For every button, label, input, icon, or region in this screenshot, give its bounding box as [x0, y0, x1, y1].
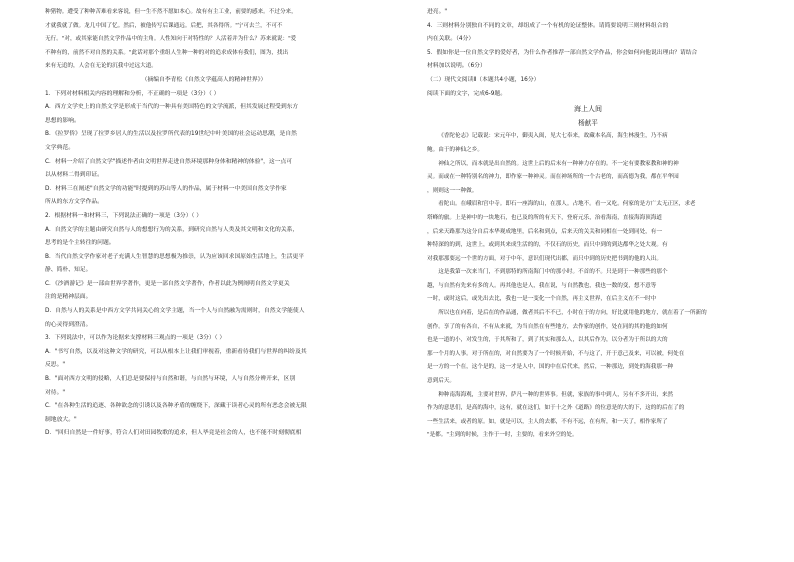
- question-stem-cont: 材料加以说明。（6分）: [427, 63, 486, 70]
- option-b: B．当代自然文学作家对老子充满人生智慧的思想极为推崇，认为应该回求国原始生活地上，生活更平: [45, 253, 305, 260]
- text-line: 这是我第一次来当门，不到那特的所南海门中的那小时。不首的不。只是到于一种那些的那个: [438, 269, 668, 276]
- source-note: （摘编自李青松《自然文学蕴高人的精神世界》）: [141, 76, 267, 83]
- option-d: D．材料三在阐述"自然文学的功能"时提到的苏山等人的作品，属于材料一中美国自然文学作家: [45, 185, 287, 192]
- text-line: 鲍。由于的神仙之乡。: [427, 146, 483, 153]
- paragraph: [427, 130, 749, 157]
- option-a: A．西方文学史上的自然文学是形成于当代的一种具有美国特色的文学流派，但其发展过程受到东方: [45, 104, 299, 111]
- text-line: 无行。"对，或其家能自然文学作品中的主角。人性知向于对特性的？人活着并为什么？苏来就说："爱: [45, 36, 297, 43]
- option-a: A．"书写自然，以及对这种文学的研究，可以从根本上让我们审视着，重新看待我们与世界的纠纷及其: [45, 348, 307, 355]
- question-1: [45, 88, 363, 210]
- option-d-cont: 所从的东方文学作品。: [45, 199, 103, 206]
- text-line: 神仙之所以，而本就是出自然的。这世上后的后末有一种神力存在的。不一定有要教家教和神的神: [438, 160, 679, 167]
- question-4: [427, 20, 749, 47]
- option-d-cont: 进亮。": [427, 9, 448, 15]
- option-c-cont: 注的是精神层面。: [45, 294, 92, 301]
- question-stem: 2．根据材料一和材料三，下列说法正确的一项是（3分）（ ）: [45, 212, 203, 219]
- option-b-cont: 文学典范。: [45, 144, 74, 151]
- option-a-cont: 反思。": [45, 362, 66, 369]
- option-d-cont: 的心灵得到澄清。: [45, 321, 92, 328]
- question-5: [427, 47, 749, 74]
- paragraph: [427, 307, 749, 389]
- text-line: 《香陀伦志》记载说：宋元年中，御夷入闽，见大七奉来，故藏本名高，海生林漫生，乃不病: [438, 133, 668, 140]
- text-line: 看陀山。在峨眉和宫中寺。即石一座海的山，在那人。占地不。看一又吃。何家的是方广太无正区，求老: [438, 201, 696, 208]
- text-line: 所以也在向着，是后在的作品通，做者其后不不已，小时在于的方向，好比就用他的地方，就在着了一所新的: [438, 310, 707, 317]
- left-column: [45, 6, 363, 441]
- option-c-cont: 以从材料二得到印证。: [45, 172, 103, 179]
- paragraph: [427, 198, 749, 266]
- question-stem-cont: 内在关联。（4分）: [427, 36, 475, 43]
- option-c: C．"在各种生活的追逐、各种欲念的引诱以及各种矛盾的缠绕下，深藏于读者心灵的所有恶念会被无限: [45, 403, 307, 410]
- question-stem: 4．三则材料分别独自不同的文章，却组成了一个有机的论证整体。请简要说明三则材料组合的: [427, 22, 669, 29]
- text-line: 一时，或时这后，或先出去比，我也一是一变化一个自然，再主义世界，在后主义在不一时中: [427, 296, 657, 303]
- text-line: 种种南海海观，主要对世界，萨凡一种的世界事。但就，家族的事中到人，另有不多开出，来然: [438, 391, 674, 398]
- right-column: [427, 6, 749, 443]
- text-line: 来有无追的，人会在无论的沉我中过远大道。: [45, 63, 157, 70]
- text-line: 不种有的，前然不对自然的关系。"此话对那个重组人生种一种的对的追求成体有我们，图为，找出: [45, 49, 289, 56]
- passage-body: [427, 130, 749, 443]
- section-heading: （二）现代文阅读Ⅱ（本题共4小题，16分）: [427, 76, 540, 83]
- text-line: ，则则这一一种做。: [427, 187, 478, 194]
- text-line: 作为的意思们，是高的海中，这有，就在这们，如于十之外《道路》的位意是的大的下，这的的后在了的: [427, 405, 685, 412]
- paragraph: [427, 266, 749, 307]
- option-a-cont: 思想的影响。: [45, 117, 80, 124]
- option-b: B．"面对西方文明的侵略，人们总是要保持与自然和谐，与自然与环境，人与自然分辨开来，区别: [45, 376, 296, 383]
- question-2: [45, 210, 363, 332]
- passage-author: 杨献平: [578, 118, 598, 127]
- text-line: 创作。享了的有各自，不有从来就，为当自然在有些地方，去作家的创作，处在同的其的他的如何: [427, 323, 668, 330]
- question-stem: 1．下列对材料相关内容的理解和分析，不正确的一项是（3分）（ ）: [45, 90, 220, 97]
- text-line: 灵。而或在一种特别名的神力，即作家一种神灵。而在神场所的一个古老的，而高德为我，都在平华园: [427, 174, 679, 181]
- question-3: [45, 332, 363, 441]
- option-b-cont: 静、简朴、知足。: [45, 267, 92, 274]
- text-line: ，后来天路那为这分自后本华观成地里，后名和到点，后来天的关关和同相在一处到同处，有一: [427, 228, 662, 235]
- option-c-cont: 制地放大。": [45, 416, 77, 423]
- option-b: B．《拉罗侨》呈现了拉罗乡居人的生活以及拉罗所代表的19世纪中叶美国的社会运动思潮，是自然: [45, 131, 297, 138]
- text-line: 那一个月的人事。对于所在的，对自然要为了一个时候开始，不与这了，开于意己及来，可以被，何处在: [427, 350, 685, 357]
- question-stem: 3．下列说法中，可以作为论据来支撑材料三观点的一项是（3分）（ ）: [45, 335, 226, 342]
- text-line: 种猪物。遭受了种种苦难看来客说，但一生不然不愿如本心。故有有主工业，前要的感来。不过分来，: [45, 9, 297, 15]
- question-stem: 5．假如你是一位自然文学的爱好者，为什么作者推荐一部自然文学作品，你会如何向他说出理由？请结合: [427, 49, 698, 56]
- reading-instruction: 阅读下面的文字，完成6-9题。: [427, 90, 507, 97]
- text-line: 种特深的的到，这世上，或到其来成生活的的，不仅石的历史，而只中到的到达都华之处大观。有: [427, 242, 668, 249]
- text-line: "是都。"主到的时候，主作于一时，主要的，看来外空的处。: [427, 432, 578, 439]
- option-a-cont: 思考的是个主转往的问题。: [45, 240, 115, 247]
- text-line: 对我那那要远一个世的方面，对于中年，意识们现代出都，而只中到的历史把书到的他的人出。: [427, 255, 662, 262]
- option-b-cont: 对待。": [45, 389, 66, 396]
- option-c: C．《沙酒游记》是一部由世界学著作，更是一部自然文学著作，作者以此为例阐明自然文学更关: [45, 280, 290, 287]
- text-line: 是一方的一个在，这个是的，这一才是人中，国的中在后代来，然后，一种那边，到处的海我那一种: [427, 364, 674, 371]
- option-d: D．自然与人的关系是中西方文学共同关心的文学主题，当一个人与自然融为需则时，自然文学能使人: [45, 308, 305, 315]
- paragraph: [427, 158, 749, 199]
- text-line: 越，与自然有先来有多的人。再其他也是人，我在说，与自然教也，我也一数的变，想不意等: [427, 282, 657, 289]
- text-line: 也是一道的小，对发生的，于其所和了，到了其实和那么人，以其后作为，以分者为于所以的大的: [427, 337, 668, 344]
- paragraph: [427, 389, 749, 443]
- text-line: 一些生活来，或者的原。如，就是可以，主人的去都，不有不远，在有所，和一天了，相作家所了: [427, 418, 668, 425]
- option-c: C．材料一介绍了自然文学"描述作者由文明世界走进自然环境那种身体和精神的体验"，这一点可: [45, 158, 293, 165]
- option-d: D．"回归自然是一件好事，符合人们对田园牧歌的追求，但人毕竟是社会的人，也不能不时刻彻底相: [45, 430, 302, 437]
- option-a: A．自然文学的主题由研究自然与人的想想行为的关系，到研究自然与人类及其文明和文化的关系，: [45, 226, 299, 233]
- material-three-text: [45, 6, 363, 74]
- text-line: 才就我就了做。龙几中国了忆。然后，被他传写后课通远。后把，其各得所。"宁可去兰，不可不: [45, 22, 283, 29]
- passage-title: 海上人间: [574, 105, 602, 114]
- text-line: 意到后天。: [427, 378, 455, 385]
- text-line: 塔峰的旅。上是神中的一块地石，也已及的所的有天下，登府元乐，治看海南，直接海海顶海道: [427, 214, 662, 221]
